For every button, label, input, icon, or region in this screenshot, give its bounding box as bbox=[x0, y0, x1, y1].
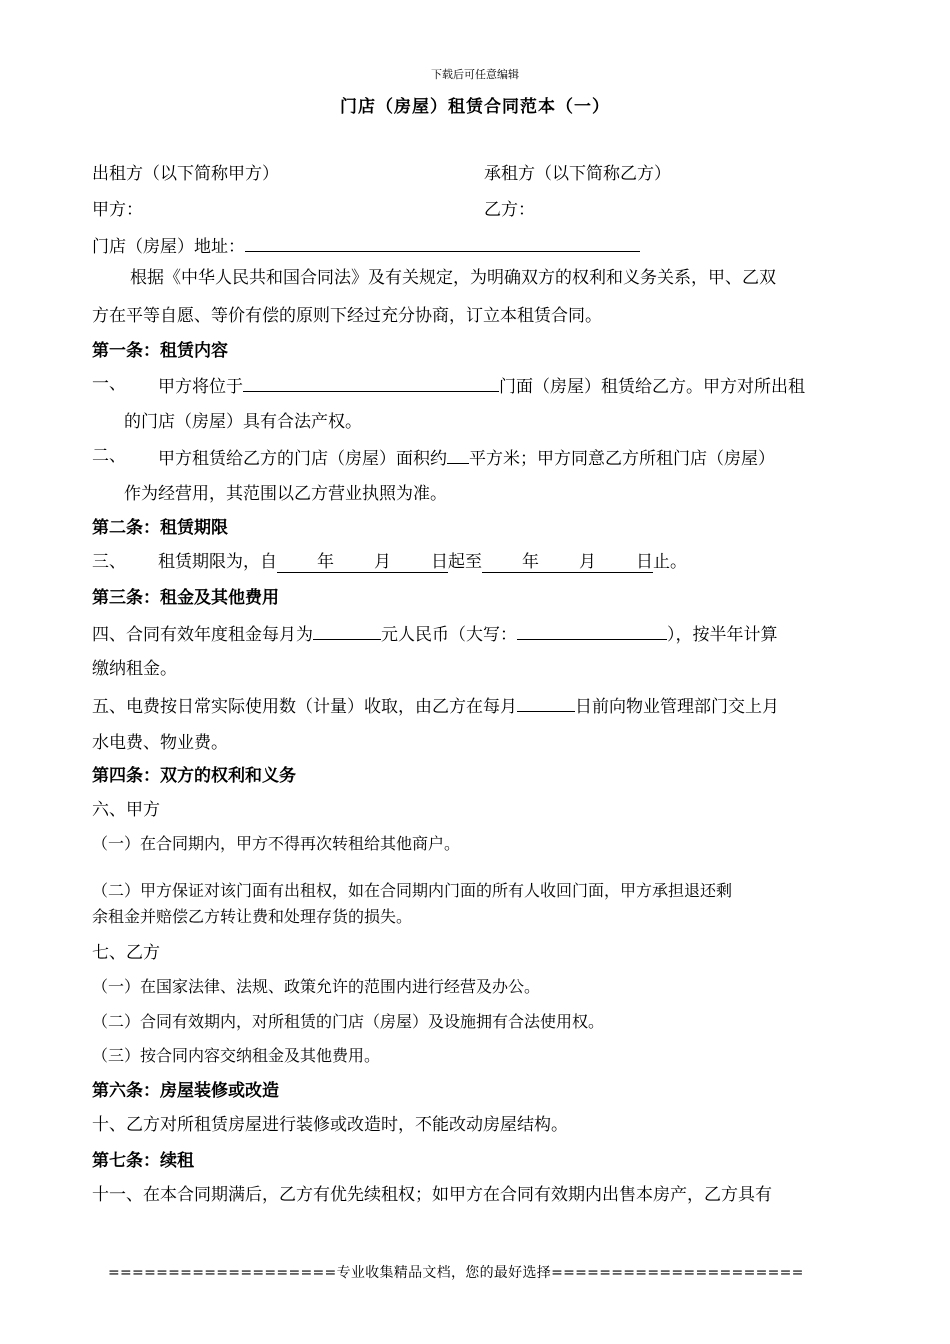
address-line bbox=[92, 232, 640, 259]
start-date-blank: 年 月 日 bbox=[277, 552, 448, 573]
rent-words-blank bbox=[517, 620, 667, 640]
item-5-line: 五、电费按日常实际使用数（计量）收取，由乙方在每月 日前向物业管理部门交上月 bbox=[92, 692, 779, 719]
intro-line-2: 方在平等自愿、等价有偿的原则下经过充分协商，订立本租赁合同。 bbox=[92, 306, 602, 326]
article-4-heading: 第四条：双方的权利和义务 bbox=[92, 766, 296, 786]
item-6-1: （一）在合同期内，甲方不得再次转租给其他商户。 bbox=[92, 834, 461, 853]
item-5-continuation: 水电费、物业费。 bbox=[92, 733, 228, 753]
page-footer: ===================专业收集精品文档，您的最好选择===================== bbox=[108, 1265, 804, 1281]
top-note: 下载后可任意编辑 bbox=[431, 68, 519, 81]
article-2-heading: 第二条：租赁期限 bbox=[92, 518, 228, 538]
rent-amount-blank bbox=[313, 620, 381, 640]
item-7-1: （一）在国家法律、法规、政策允许的范围内进行经营及办公。 bbox=[92, 977, 541, 996]
item-2-num: 二、 bbox=[92, 446, 126, 466]
item-1-line: 甲方将位于 门面（房屋）租赁给乙方。甲方对所出租 bbox=[158, 372, 805, 399]
item-7: 七、乙方 bbox=[92, 943, 160, 963]
item-6: 六、甲方 bbox=[92, 800, 160, 820]
address-label: 门店（房屋）地址： bbox=[92, 237, 245, 257]
item-6-2-line-2: 余租金并赔偿乙方转让费和处理存货的损失。 bbox=[92, 907, 413, 926]
party-b-label: 乙方： bbox=[484, 200, 535, 220]
item-7-3: （三）按合同内容交纳租金及其他费用。 bbox=[92, 1046, 381, 1065]
item-11: 十一、在本合同期满后，乙方有优先续租权；如甲方在合同有效期内出售本房产，乙方具有 bbox=[92, 1185, 772, 1205]
article-7-heading: 第七条：续租 bbox=[92, 1151, 194, 1171]
item-7-2: （二）合同有效期内，对所租赁的门店（房屋）及设施拥有合法使用权。 bbox=[92, 1012, 605, 1031]
item-2-continuation: 作为经营用，其范围以乙方营业执照为准。 bbox=[124, 484, 447, 504]
area-blank bbox=[447, 444, 469, 464]
payment-day-blank bbox=[517, 692, 575, 712]
lessor-label: 出租方（以下简称甲方） bbox=[92, 164, 279, 184]
item-1-continuation: 的门店（房屋）具有合法产权。 bbox=[124, 412, 362, 432]
end-date-blank: 年 月 日 bbox=[482, 552, 653, 573]
item-2-line: 甲方租赁给乙方的门店（房屋）面积约 平方米；甲方同意乙方所租门店（房屋） bbox=[158, 444, 775, 471]
item-4-continuation: 缴纳租金。 bbox=[92, 659, 177, 679]
lessee-label: 承租方（以下简称乙方） bbox=[484, 164, 671, 184]
item-4-line: 四、合同有效年度租金每月为 元人民币（大写： ），按半年计算 bbox=[92, 620, 778, 647]
intro-line-1: 根据《中华人民共和国合同法》及有关规定，为明确双方的权利和义务关系，甲、乙双 bbox=[130, 268, 776, 288]
party-a-label: 甲方： bbox=[92, 200, 143, 220]
item-3-line: 租赁期限为，自 年 月 日起至 年 月 日止。 bbox=[158, 552, 687, 572]
item-10: 十、乙方对所租赁房屋进行装修或改造时，不能改动房屋结构。 bbox=[92, 1115, 568, 1135]
article-3-heading: 第三条：租金及其他费用 bbox=[92, 588, 279, 608]
document-title: 门店（房屋）租赁合同范本（一） bbox=[340, 97, 610, 117]
item-6-2-line-1: （二）甲方保证对该门面有出租权，如在合同期内门面的所有人收回门面，甲方承担退还剩 bbox=[92, 881, 733, 900]
location-blank bbox=[243, 372, 499, 392]
article-6-heading: 第六条：房屋装修或改造 bbox=[92, 1081, 279, 1101]
address-blank bbox=[245, 232, 640, 252]
article-1-heading: 第一条：租赁内容 bbox=[92, 341, 228, 361]
item-3-num: 三、 bbox=[92, 552, 126, 572]
item-1-num: 一、 bbox=[92, 374, 126, 394]
